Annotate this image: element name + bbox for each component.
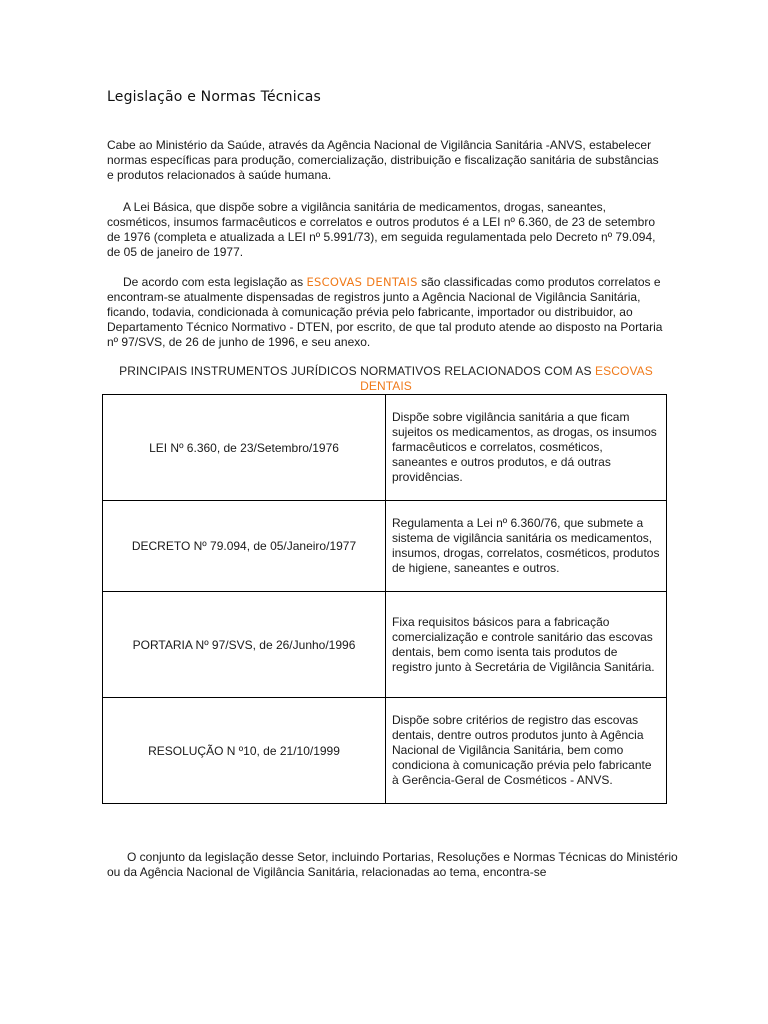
table-row [103, 501, 667, 592]
basic-law-text: A Lei Básica, que dispõe sobre a vigilância sanitária de medicamentos, drogas, saneantes, cosméticos, insumos farmacêuticos e correlatos e outros produtos é a LEI nº 6.360, de 23 de setembro de 1976 (completa e atualizada a LEI nº 5.991/73), em seguida regulamentada pelo Decreto nº 79.094, de 05 de janeiro de 1977. [107, 200, 656, 259]
table-row [103, 698, 667, 804]
law-name-cell: LEI Nº 6.360, de 23/Setembro/1976 [103, 395, 386, 501]
closing-text: O conjunto da legislação desse Setor, incluindo Portarias, Resoluções e Normas Técnicas do Ministério ou da Agência Nacional de Vigilância Sanitária, relacionadas ao tema, encontra-se [107, 850, 678, 879]
toothbrush-text-after: são classificadas como produtos correlatos e encontram-se atualmente dispensadas de registros junto a Agência Nacional de Vigilância Sanitária, ficando, todavia, condicionada à comunicação prévia pelo fabricante, importador ou distribuidor, ao Departamento Técnico Normativo - DTEN, por escrito, de que tal produto atende ao disposto na Portaria nº 97/SVS, de 26 de junho de 1996, e seu anexo. [107, 275, 663, 349]
section-title-highlight: ESCOVAS DENTAIS [360, 364, 653, 393]
law-description-cell: Regulamenta a Lei nº 6.360/76, que submete a sistema de vigilância sanitária os medicamentos, insumos, drogas, correlatos, cosméticos, produtos de higiene, saneantes e outros. [386, 501, 667, 592]
law-name-cell: RESOLUÇÃO N º10, de 21/10/1999 [103, 698, 386, 804]
legal-instruments-table [102, 394, 667, 804]
toothbrush-highlight: ESCOVAS DENTAIS [306, 275, 418, 289]
intro-paragraph: Cabe ao Ministério da Saúde, através da Agência Nacional de Vigilância Sanitária -ANVS, estabelecer normas específicas para produção, comercialização, distribuição e fiscalização sanitária de substâncias e produtos relacionados à saúde humana. [107, 138, 659, 182]
law-name-cell: PORTARIA Nº 97/SVS, de 26/Junho/1996 [103, 592, 386, 698]
toothbrush-text-before: De acordo com esta legislação as [123, 275, 304, 289]
section-title [104, 364, 668, 394]
section-title-main: PRINCIPAIS INSTRUMENTOS JURÍDICOS NORMATIVOS RELACIONADOS COM AS [119, 364, 592, 378]
basic-law-paragraph [107, 200, 667, 260]
law-description-cell: Fixa requisitos básicos para a fabricação comercialização e controle sanitário das escovas dentais, bem como isenta tais produtos de registro junto à Secretária de Vigilância Sanitária. [386, 592, 667, 698]
table-row [103, 592, 667, 698]
page-title: Legislação e Normas Técnicas [107, 89, 321, 105]
law-name-cell: DECRETO Nº 79.094, de 05/Janeiro/1977 [103, 501, 386, 592]
law-description-cell: Dispõe sobre critérios de registro das escovas dentais, dentre outros produtos junto à Agência Nacional de Vigilância Sanitária, bem como condiciona à comunicação prévia pelo fabricante à Gerência-Geral de Cosméticos - ANVS. [386, 698, 667, 804]
table-row [103, 395, 667, 501]
toothbrush-paragraph [107, 275, 667, 350]
law-description-cell: Dispõe sobre vigilância sanitária a que ficam sujeitos os medicamentos, as drogas, os insumos farmacêuticos e correlatos, cosméticos, saneantes e outros produtos, e dá outras providências. [386, 395, 667, 501]
closing-paragraph [107, 850, 682, 880]
